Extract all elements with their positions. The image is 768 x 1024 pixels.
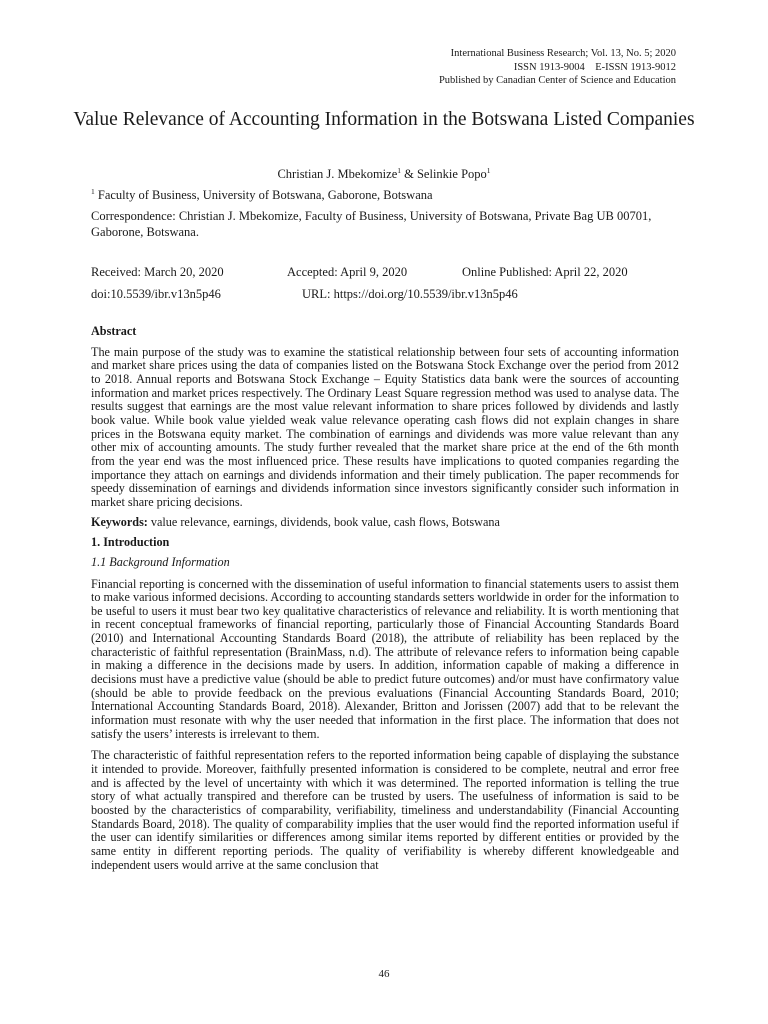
publication-dates	[91, 264, 679, 280]
affiliation	[91, 187, 679, 203]
author-1-affiliation-marker: 1	[397, 166, 401, 175]
affiliation-marker: 1	[91, 187, 95, 196]
journal-publisher: Published by Canadian Center of Science and Education	[438, 75, 676, 86]
received-date: Received: March 20, 2020	[91, 265, 224, 279]
author-line	[0, 166, 768, 182]
paper-title: Value Relevance of Accounting Information in the Botswana Listed Companies	[73, 109, 695, 130]
journal-header	[276, 47, 676, 88]
subsection-heading-background: 1.1 Background Information	[91, 554, 230, 569]
journal-issn: ISSN 1913-9004 E-ISSN 1913-9012	[513, 61, 676, 73]
published-date: Online Published: April 22, 2020	[462, 265, 628, 279]
keywords-text: value relevance, earnings, dividends, book value, cash flows, Botswana	[147, 514, 500, 529]
body-text	[91, 325, 679, 872]
journal-citation: International Business Research; Vol. 13, No. 5; 2020	[450, 48, 676, 59]
keywords	[91, 516, 679, 530]
paragraph-1: Financial reporting is concerned with the dissemination of useful information to financial statements users to assist them to make various informed decisions. According to accounting standards setters worldwide in order for the information to be useful to users it must bear two key qualitative characteristics of relevance and reliability. It is worth mentioning that in recent conceptual frameworks of financial reporting, particularly those of Financial Accounting Standards Board (2010) and International Accounting Standards Board (2018), the attribute of reliability has been replaced by the characteristic of faithful representation (BrainMass, n.d). The attribute of relevance refers to information being capable in making a difference in the decisions made by users. In addition, information capable of making a difference in decisions must have a predictive value (should be able to predict future outcomes) and/or must have confirmatory value (should be able to provide feedback on the previous evaluations (Financial Accounting Standards Board, 2010; International Accounting Standards Board, 2018). Alexander, Britton and Jorissen (2007) add that to be relevant the information must resonate with why the user needed that information in the first place. The information that does not satisfy the users’ interests is irrelevant to them.	[91, 576, 679, 741]
abstract-text: The main purpose of the study was to examine the statistical relationship between four sets of accounting information and market share prices using the data of companies listed on the Botswana Stock Exchange over the period from 2012 to 2018. Annual reports and Botswana Stock Exchange – Equity Statistics data bank were the sources of accounting information and market prices respectively. The Ordinary Least Square regression method was used to analyse data. The results suggest that earnings are the most value relevant information to share prices followed by dividends and lastly book value. While book value yielded weak value relevance operating cash flows did not explain changes in share prices in the Botswana equity market. The combination of earnings and dividends was more value relevant than any other mix of accounting amounts. The study further revealed that the market share price at the end of the 6th month from the year end was the most influenced price. These results have implications to quoted companies regarding the importance they attach on earnings and dividends information and their timely publication. The paper recommends for speedy dissemination of earnings and dividends information since investors significantly consider such information in market share pricing decisions.	[91, 344, 679, 509]
page-number: 46	[378, 968, 390, 980]
accepted-date: Accepted: April 9, 2020	[287, 265, 408, 279]
correspondence: Correspondence: Christian J. Mbekomize, Faculty of Business, University of Botswana, Private Bag UB 00701, Gaborone, Botswana.	[91, 209, 652, 239]
author-separator: &	[401, 167, 417, 181]
author-1: Christian J. Mbekomize	[277, 167, 398, 181]
author-2: Selinkie Popo	[416, 167, 487, 181]
doi-url-link[interactable]: URL: https://doi.org/10.5539/ibr.v13n5p46	[302, 287, 518, 301]
affiliation-text: Faculty of Business, University of Botswana, Gaborone, Botswana	[97, 188, 433, 202]
section-heading-introduction: 1. Introduction	[91, 535, 170, 550]
author-2-affiliation-marker: 1	[486, 166, 491, 175]
keywords-label: Keywords:	[91, 514, 148, 529]
abstract-heading: Abstract	[91, 324, 137, 338]
doi-text: doi:10.5539/ibr.v13n5p46	[91, 287, 221, 301]
paragraph-2: The characteristic of faithful representation refers to the reported information being capable of displaying the substance it intended to provide. Moreover, faithfully presented information is considered to be complete, neutral and error free and is affected by the level of uncertainty with which it was determined. The reported information is telling the true story of what actually transpired and therefore can be trusted by users. The usefulness of information is said to be boosted by the characteristics of comparability, verifiability, timeliness and understandability (Financial Accounting Standards Board, 2018). The quality of comparability implies that the user would find the reported information useful if the user can identify similarities or differences among similar items reported by different entities or provided by the same entity in different reporting periods. The quality of verifiability is whereby different knowledgeable and independent users would arrive at the same conclusion that	[91, 748, 679, 872]
identifiers	[91, 286, 679, 302]
